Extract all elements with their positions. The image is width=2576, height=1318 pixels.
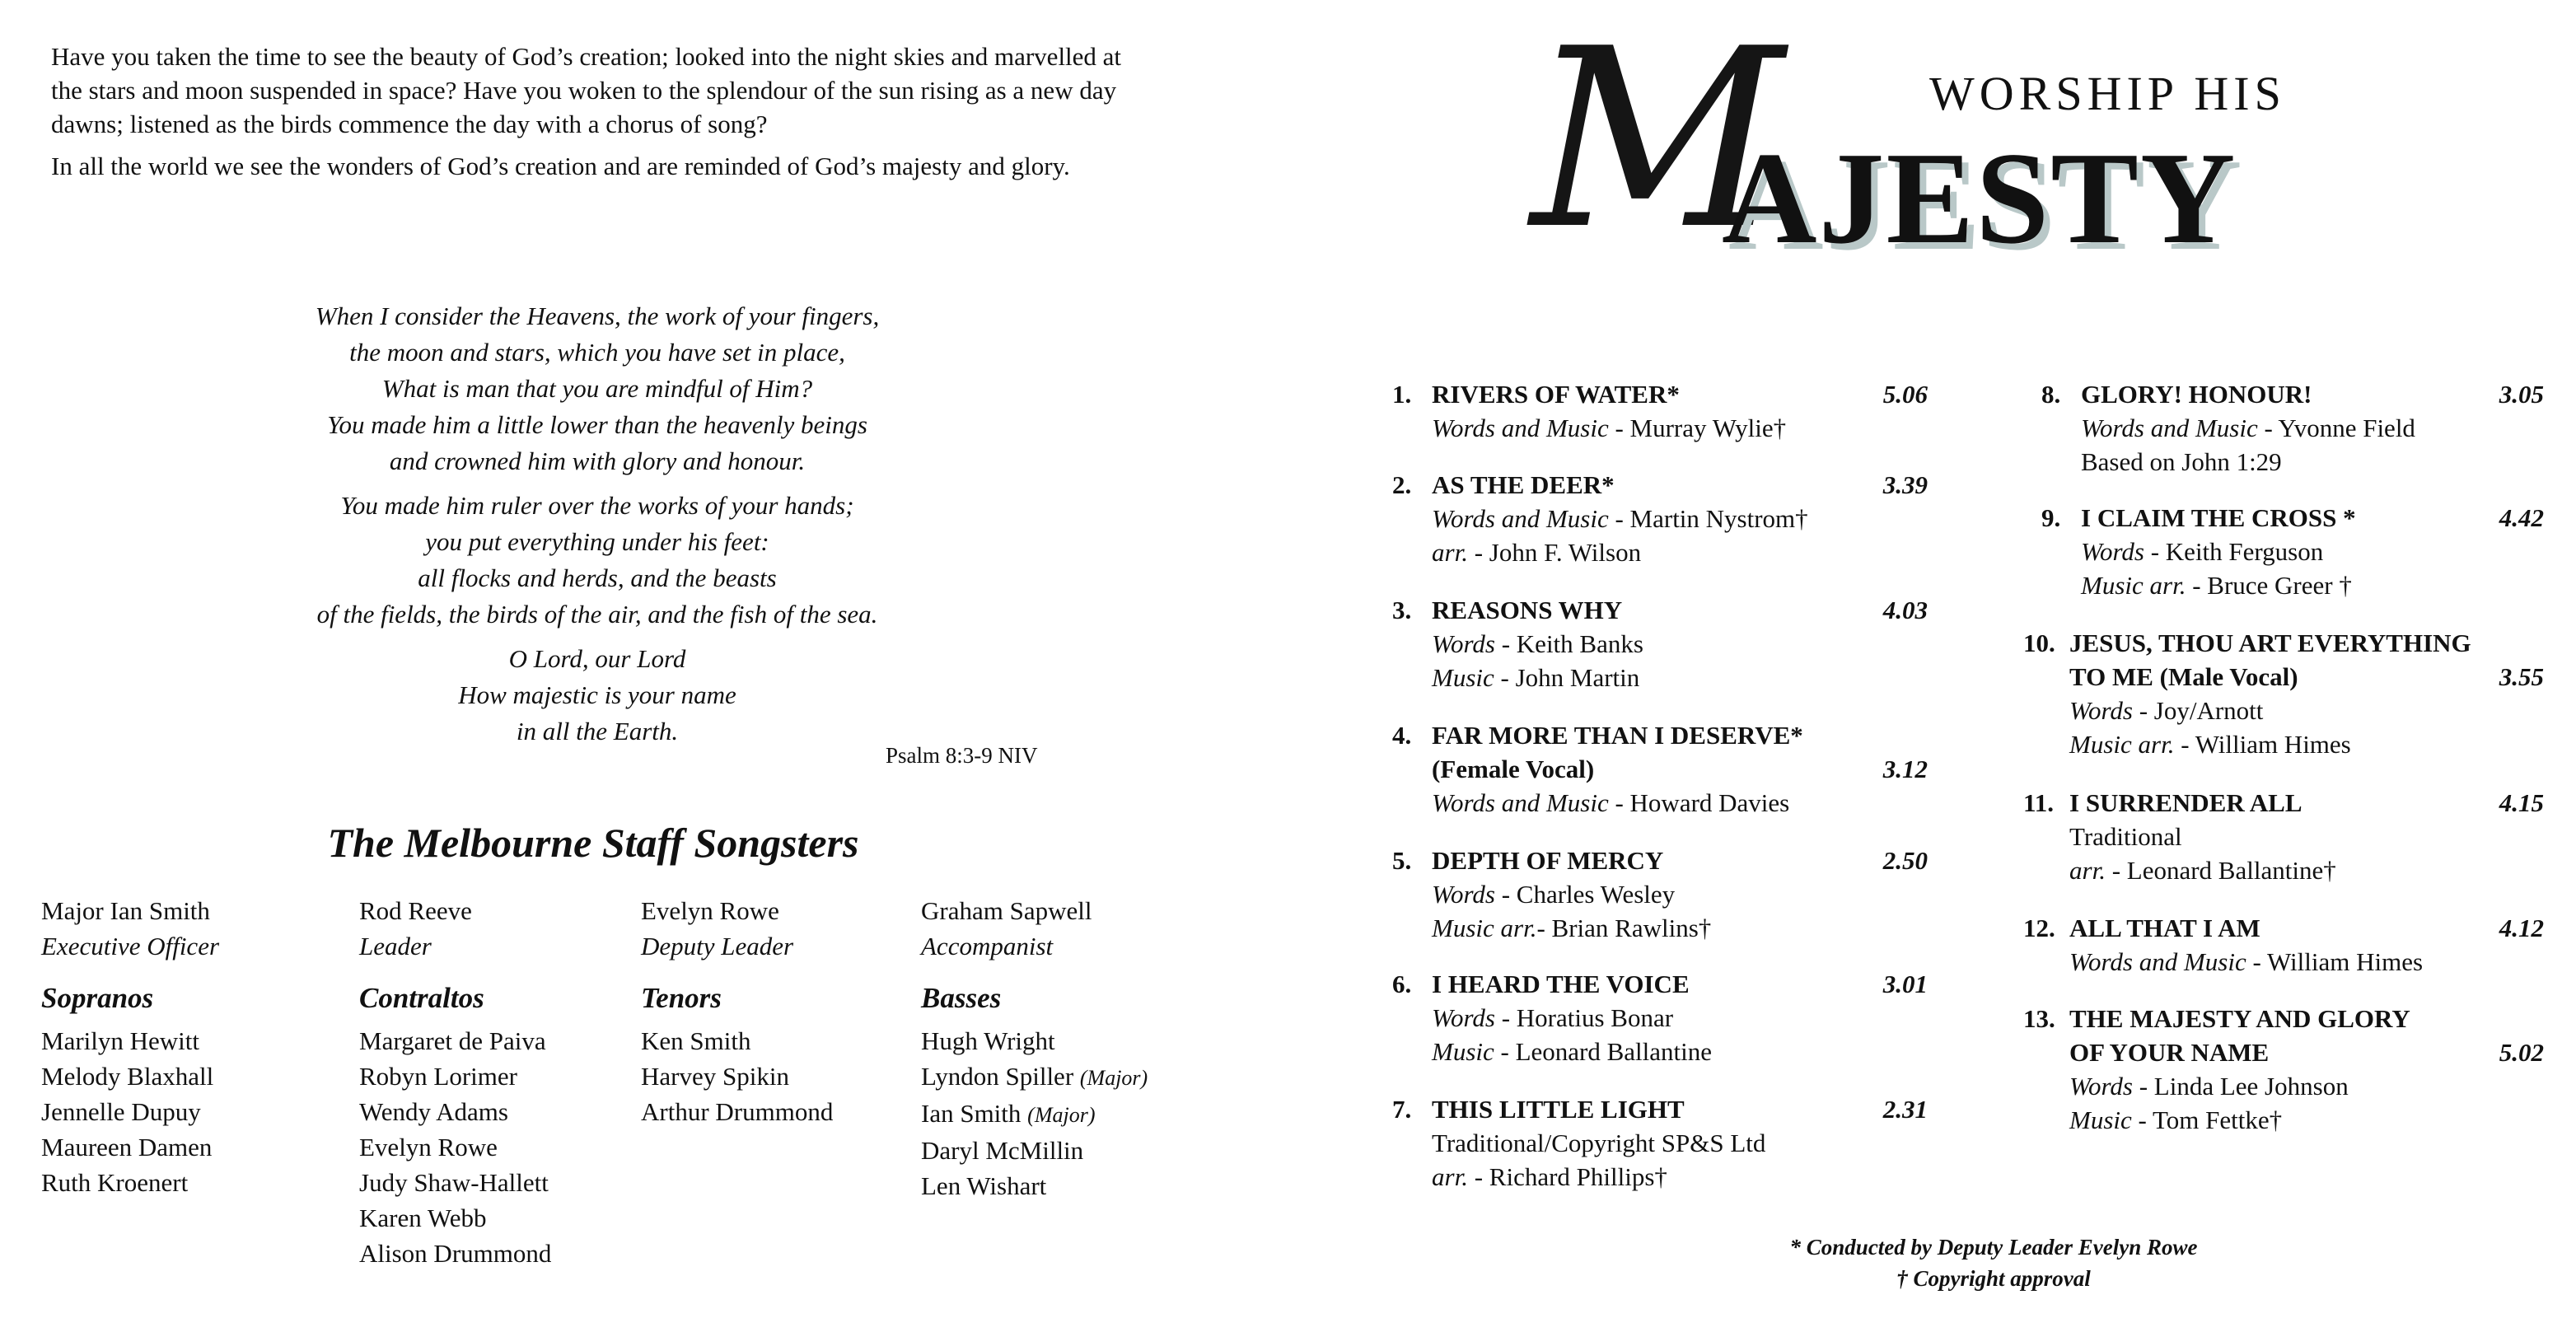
track-item [2023,911,2544,979]
credit-name: Yvonne Field [2278,414,2415,442]
credit-role: Words [1432,1003,1495,1032]
verse-line: You made him ruler over the works of your hands; [340,491,854,520]
track-credit [1392,1160,1928,1194]
credit-role: Words [2069,696,2133,725]
track-credit [2041,445,2544,479]
credit-separator: - [2105,856,2127,885]
track-title: TO ME (Male Vocal) [2069,662,2298,691]
credit-name: Keith Ferguson [2165,537,2324,566]
choir-title: The Melbourne Staff Songsters [327,820,859,866]
track-number: 8. [2041,380,2061,409]
leader-name: Major Ian Smith [41,896,210,925]
track-title: REASONS WHY [1432,596,1623,624]
track-title: I CLAIM THE CROSS * [2081,503,2356,532]
track-duration: 5.02 [2499,1038,2544,1067]
credit-name: Murray Wylie† [1629,414,1787,442]
verse-line: and crowned him with glory and honour. [389,446,806,475]
track-duration: 2.31 [1882,1095,1928,1124]
credit-separator: - [1467,538,1489,567]
credit-name: Horatius Bonar [1516,1003,1674,1032]
verse-line: in all the Earth. [516,717,679,745]
credit-role: Words [2081,537,2144,566]
track-number: 3. [1392,596,1412,624]
credit-name: Charles Wesley [1516,880,1676,909]
track-item [2023,786,2544,887]
verse-stanza [165,488,1030,633]
leader-role: Deputy Leader [641,932,794,960]
credit-separator: - [2132,696,2154,725]
logo-top-line: WORSHIP HIS [1929,67,2286,120]
track-credit [2023,1069,2544,1103]
track-item [2023,1002,2544,1137]
track-title: (Female Vocal) [1432,755,1595,783]
credit-separator: - [1494,663,1516,692]
psalm-reference: Psalm 8:3-9 NIV [886,743,1038,768]
track-item [2023,626,2544,761]
section-heading: Basses [921,982,1002,1014]
track-number: 1. [1392,380,1412,409]
track-duration: 3.05 [2499,380,2544,409]
member-name: Len Wishart [921,1171,1047,1200]
track-duration: 3.12 [1882,755,1928,783]
credit-role: Music [2069,1105,2132,1134]
track-credit [1392,627,1928,661]
member-name: Judy Shaw-Hallett [359,1168,549,1197]
track-title: FAR MORE THAN I DESERVE* [1432,721,1803,750]
credit-separator: - [2131,1105,2153,1134]
track-heading [2023,911,2544,945]
credit-role: Music arr. [2081,571,2186,600]
track-title: THIS LITTLE LIGHT [1432,1095,1685,1124]
credit-name: John Martin [1515,663,1640,692]
track-heading [1392,593,1928,627]
track-duration: 2.50 [1882,846,1928,875]
member-name: Lyndon Spiller (Major) [921,1062,1148,1091]
track-number: 13. [2023,1004,2055,1033]
track-credit [1392,411,1928,445]
track-item [1392,967,1928,1068]
track-credit [1392,502,1928,535]
track-duration: 4.03 [1882,596,1928,624]
track-title: I HEARD THE VOICE [1432,970,1690,998]
track-item [2041,501,2544,602]
verse-line: When I consider the Heavens, the work of your fingers, [315,301,880,330]
track-number: 11. [2023,788,2055,817]
logo-script-letter: M [1531,0,1776,283]
choir-column [41,893,219,1200]
track-heading [1392,718,1928,786]
track-duration: 3.55 [2499,662,2544,691]
section-heading: Tenors [641,982,722,1014]
track-number: 2. [1392,470,1412,499]
track-number: 12. [2023,914,2055,942]
credit-role: Words and Music [2081,414,2258,442]
member-name: Alison Drummond [359,1239,552,1268]
track-credit [2023,1103,2544,1137]
track-credit [2023,820,2544,853]
track-item [1392,377,1928,445]
member-name: Ian Smith (Major) [921,1099,1096,1128]
track-credit [1392,1001,1928,1035]
credit-name: Leonard Ballantine† [2126,856,2336,885]
credit-separator: - [2186,571,2208,600]
credit-name: Traditional [2069,822,2182,851]
footnote-copyright: † Copyright approval [1896,1266,2091,1291]
member-name: Evelyn Rowe [359,1133,498,1161]
credit-role: Words and Music [1432,788,1609,817]
credit-name: Tom Fettke† [2153,1105,2283,1134]
section-heading: Contraltos [359,982,484,1014]
credit-name: John F. Wilson [1489,538,1642,567]
credit-separator: - [2144,537,2166,566]
member-name: Karen Webb [359,1203,487,1232]
credit-separator: - [1494,629,1517,658]
member-name: Marilyn Hewitt [41,1026,199,1055]
member-name: Jennelle Dupuy [41,1097,201,1126]
track-credit [1392,786,1928,820]
track-duration: 4.42 [2499,503,2544,532]
credit-separator: - [1494,880,1517,909]
credit-separator: - [1608,504,1630,533]
psalm-verse [165,298,1030,758]
track-duration: 4.15 [2499,788,2544,817]
track-number: 5. [1392,846,1412,875]
credit-name: Based on John 1:29 [2081,447,2282,476]
credit-separator: - [2257,414,2279,442]
member-name: Melody Blaxhall [41,1062,214,1091]
footnotes [1697,1232,2290,1294]
member-name: Arthur Drummond [641,1097,834,1126]
verse-stanza [165,298,1030,479]
track-item [1392,1092,1928,1194]
track-duration: 3.39 [1882,470,1928,499]
track-item [1392,718,1928,820]
credit-separator: - [2246,947,2267,976]
credit-separator: - [1608,788,1630,817]
credit-separator: - [1536,914,1552,942]
credit-role: Music arr. [1432,914,1537,942]
intro-paragraph: Have you taken the time to see the beauty of God’s creation; looked into the night skies and marvelled at the stars and moon suspended in space? Have you woken to the splendour of the sun rising as a new day dawns; listened as the birds commence the day with a chorus of song? [51,42,1122,138]
member-name: Harvey Spikin [641,1062,789,1091]
credit-separator: - [2174,730,2195,759]
track-credit [2023,694,2544,727]
track-number: 10. [2023,629,2055,657]
choir-column [641,893,833,1129]
credit-name: Leonard Ballantine [1515,1037,1713,1066]
credit-name: William Himes [2266,947,2424,976]
track-credit [2023,945,2544,979]
credit-role: Words [1432,629,1495,658]
track-heading [2023,1002,2544,1069]
track-credit [1392,535,1928,569]
member-name: Robyn Lorimer [359,1062,517,1091]
credit-role: Words [1432,880,1495,909]
track-number: 9. [2041,503,2061,532]
credit-separator: - [1494,1037,1516,1066]
track-credit [2023,853,2544,887]
logo-word: AJESTY [1722,124,2237,271]
track-heading [1392,468,1928,502]
leader-role: Executive Officer [41,932,220,960]
track-duration: 5.06 [1882,380,1928,409]
member-name: Wendy Adams [359,1097,508,1126]
credit-role: arr. [1432,1162,1468,1191]
leader-name: Graham Sapwell [921,896,1092,925]
verse-line: How majestic is your name [458,680,736,709]
track-title: AS THE DEER* [1432,470,1615,499]
track-credit [2041,411,2544,445]
track-heading [2023,786,2544,820]
leader-name: Evelyn Rowe [641,896,779,925]
footnote-conductor: * Conducted by Deputy Leader Evelyn Rowe [1789,1235,2198,1260]
track-title: OF YOUR NAME [2069,1038,2270,1067]
track-number: 4. [1392,721,1412,750]
member-name: Ken Smith [641,1026,751,1055]
track-credit [2023,727,2544,761]
intro-text [51,40,1155,191]
track-heading [2041,377,2544,411]
credit-name: Howard Davies [1629,788,1790,817]
track-title: THE MAJESTY AND GLORY [2069,1004,2410,1033]
track-number: 6. [1392,970,1412,998]
track-credit [1392,1126,1928,1160]
credit-name: Martin Nystrom† [1629,504,1808,533]
verse-line: of the fields, the birds of the air, and the fish of the sea. [316,600,878,629]
credit-role: Words and Music [2069,947,2246,976]
credit-role: Words and Music [1432,414,1609,442]
member-name: Daryl McMillin [921,1136,1084,1165]
choir-column [921,893,1148,1203]
credit-separator: - [1467,1162,1489,1191]
track-heading [1392,377,1928,411]
credit-role: arr. [1432,538,1468,567]
track-title: I SURRENDER ALL [2069,788,2303,817]
leader-name: Rod Reeve [359,896,472,925]
track-duration: 4.12 [2499,914,2544,942]
member-rank: (Major) [1027,1103,1096,1127]
credit-name: Joy/Arnott [2153,696,2264,725]
track-heading [2023,626,2544,694]
leader-role: Accompanist [921,932,1054,960]
member-rank: (Major) [1079,1066,1148,1090]
track-heading [1392,844,1928,877]
track-item [2041,377,2544,479]
track-heading [1392,967,1928,1001]
track-title: RIVERS OF WATER* [1432,380,1680,409]
credit-name: Bruce Greer † [2207,571,2352,600]
credit-name: Brian Rawlins† [1551,914,1712,942]
track-duration: 3.01 [1882,970,1928,998]
track-title: ALL THAT I AM [2069,914,2260,942]
credit-separator: - [1494,1003,1517,1032]
verse-stanza [165,641,1030,750]
track-credit [1392,1035,1928,1068]
verse-line: What is man that you are mindful of Him? [381,374,813,403]
track-heading [2041,501,2544,535]
member-name: Margaret de Paiva [359,1026,546,1055]
credit-separator: - [2132,1072,2154,1101]
credit-role: Music [1432,663,1494,692]
credit-name: Keith Banks [1516,629,1643,658]
intro-paragraph: In all the world we see the wonders of God’s creation and are reminded of God’s majesty and glory. [51,152,1070,180]
section-heading: Sopranos [41,982,154,1014]
track-number: 7. [1392,1095,1412,1124]
credit-name: William Himes [2195,730,2351,759]
credit-name: Linda Lee Johnson [2153,1072,2349,1101]
verse-line: all flocks and herds, and the beasts [418,563,777,592]
track-credit [2041,535,2544,568]
credit-name: Richard Phillips† [1489,1162,1667,1191]
verse-line: you put everything under his feet: [425,527,769,556]
credit-separator: - [1608,414,1630,442]
member-name: Ruth Kroenert [41,1168,189,1197]
track-title: GLORY! HONOUR! [2081,380,2312,409]
track-item [1392,468,1928,569]
verse-line: O Lord, our Lord [508,644,686,673]
track-item [1392,593,1928,694]
credit-role: Music arr. [2069,730,2175,759]
track-credit [1392,911,1928,945]
track-credit [2041,568,2544,602]
track-title: DEPTH OF MERCY [1432,846,1664,875]
credit-role: Music [1432,1037,1494,1066]
member-name: Maureen Damen [41,1133,213,1161]
track-heading [1392,1092,1928,1126]
credit-role: Words and Music [1432,504,1609,533]
credit-role: arr. [2069,856,2106,885]
choir-column [359,893,551,1271]
track-title: JESUS, THOU ART EVERYTHING [2069,629,2471,657]
leader-role: Leader [359,932,432,960]
credit-name: Traditional/Copyright SP&S Ltd [1432,1129,1766,1157]
track-credit [1392,877,1928,911]
member-name: Hugh Wright [921,1026,1055,1055]
track-credit [1392,661,1928,694]
verse-line: You made him a little lower than the heavenly beings [327,410,867,439]
verse-line: the moon and stars, which you have set in place, [349,338,845,367]
credit-role: Words [2069,1072,2133,1101]
track-item [1392,844,1928,945]
